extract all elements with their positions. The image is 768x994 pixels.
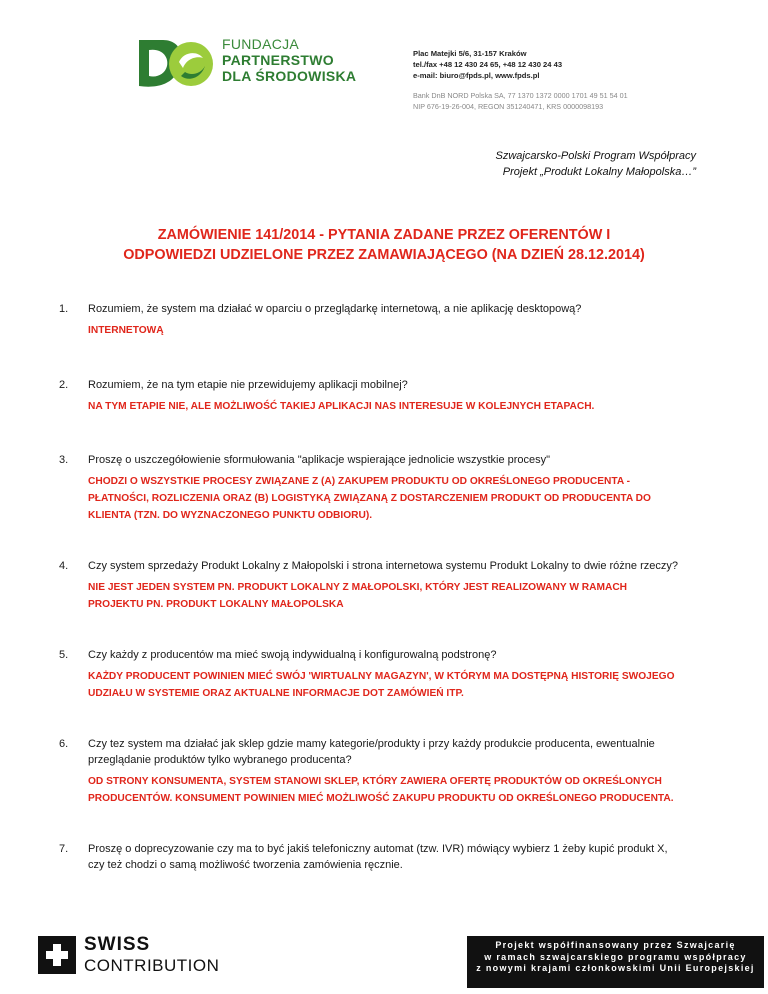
answer-text: INTERNETOWĄ <box>88 325 164 336</box>
address-line-1: Plac Matejki 5/6, 31-157 Kraków <box>413 49 527 58</box>
answer-text: NIE JEST JEDEN SYSTEM PN. PRODUKT LOKALNY Z MAŁOPOLSKI, KTÓRY JEST REALIZOWANY W RAMACH PROJEKTU PN. PRODUKT LOKALNY MAŁOPOLSKA <box>88 582 628 610</box>
question-list <box>59 301 678 873</box>
question-number: 4. <box>59 560 69 572</box>
footer <box>0 908 768 994</box>
question-text: Rozumiem, że system ma działać w oparciu o przeglądarkę internetową, a nie aplikację desktopową? <box>88 303 582 315</box>
question-number: 2. <box>59 379 69 391</box>
bank-details <box>413 90 628 112</box>
contact-address <box>413 48 562 81</box>
letterhead <box>0 0 768 130</box>
title-line-2: ODPOWIEDZI UDZIELONE PRZEZ ZAMAWIAJĄCEGO (NA DZIEŃ 28.12.2014) <box>123 247 645 263</box>
swiss-contribution-line-2: CONTRIBUTION <box>84 956 220 975</box>
cofinancing-banner <box>467 936 764 988</box>
question-item-6 <box>59 736 678 807</box>
question-item-5 <box>59 647 678 702</box>
answer-text: KAŻDY PRODUCENT POWINIEN MIEĆ SWÓJ 'WIRTUALNY MAGAZYN', W KTÓRYM MA DOSTĘPNĄ HISTORIĘ SWOJEGO UDZIAŁU W SYSTEMIE ORAZ AKTUALNE INFORMACJE DOT ZAMÓWIEŃ ITP. <box>88 671 675 699</box>
program-reference <box>496 148 697 180</box>
question-number: 6. <box>59 738 69 750</box>
question-item-1 <box>59 301 678 339</box>
question-text: Rozumiem, że na tym etapie nie przewidujemy aplikacji mobilnej? <box>88 379 408 391</box>
question-item-3 <box>59 452 678 524</box>
address-line-2: tel./fax +48 12 430 24 65, +48 12 430 24 43 <box>413 60 563 69</box>
swiss-contribution-line-1: SWISS <box>84 934 151 955</box>
question-item-7 <box>59 841 678 873</box>
question-number: 5. <box>59 649 69 661</box>
bank-line-1: Bank DnB NORD Polska SA, 77 1370 1372 0000 1701 49 51 54 01 <box>413 91 628 100</box>
cofin-line-3: z nowymi krajami członkowskimi Unii Europejskiej <box>476 963 755 973</box>
question-number: 1. <box>59 303 69 315</box>
question-number: 7. <box>59 843 69 855</box>
foundation-name <box>222 36 356 84</box>
logo-line-1: FUNDACJA <box>222 36 300 52</box>
answer-text: OD STRONY KONSUMENTA, SYSTEM STANOWI SKLEP, KTÓRY ZAWIERA OFERTĘ PRODUKTÓW OD OKREŚLONYCH PRODUCENTÓW. KONSUMENT POWINIEN MIEĆ MOŻLIWOŚĆ ZAKUPU PRODUKTU OD OKREŚLONEGO PRODUCENTA. <box>88 776 674 804</box>
cofin-line-1: Projekt współfinansowany przez Szwajcarię <box>495 940 736 950</box>
cofin-line-2: w ramach szwajcarskiego programu współpracy <box>484 951 747 962</box>
logo-line-3: DLA ŚRODOWISKA <box>222 68 357 84</box>
question-text: Proszę o doprecyzowanie czy ma to być jakiś telefoniczny automat (tzw. IVR) mówiący wybierz 1 żeby kupić produkt X, czy też chodzi o samą możliwość tworzenia zamówienia ręcznie. <box>88 843 668 871</box>
swiss-cross-icon <box>38 936 76 974</box>
address-line-3: e-mail: biuro@fpds.pl, www.fpds.pl <box>413 71 540 80</box>
bank-line-2: NIP 676-19-26-004, REGON 351240471, KRS 0000098193 <box>413 102 604 111</box>
logo-line-2: PARTNERSTWO <box>222 52 334 68</box>
title-line-1: ZAMÓWIENIE 141/2014 - PYTANIA ZADANE PRZEZ OFERENTÓW I <box>157 227 611 243</box>
program-line-2: Projekt „Produkt Lokalny Małopolska…” <box>502 166 696 178</box>
question-text: Proszę o uszczegółowienie sformułowania "aplikacje wspierające jednolicie wszystkie procesy" <box>88 454 551 466</box>
foundation-logo-icon <box>135 32 215 92</box>
answer-text: CHODZI O WSZYSTKIE PROCESY ZWIĄZANE Z (A) ZAKUPEM PRODUKTU OD OKREŚLONEGO PRODUCENTA - PŁATNOŚCI, ROZLICZENIA ORAZ (B) LOGISTYKĄ ZWIĄZANĄ Z DOSTARCZENIEM PRODUKT OD PRODUCENTA DO KLIENTA (TZN. DO WYZNACZONEGO PUNKTU ODBIORU). <box>88 476 651 521</box>
question-text: Czy każdy z producentów ma mieć swoją indywidualną i konfigurowalną podstronę? <box>88 649 497 661</box>
question-item-4 <box>59 558 678 613</box>
document-title <box>60 225 708 265</box>
program-line-1: Szwajcarsko-Polski Program Współpracy <box>495 150 696 162</box>
question-text: Czy tez system ma działać jak sklep gdzie mamy kategorie/produkty i przy każdy produkcie producenta, ewentualnie przeglądanie produktów tylko wybranego producenta? <box>88 738 655 766</box>
question-text: Czy system sprzedaży Produkt Lokalny z Małopolski i strona internetowa systemu Produkt Lokalny to dwie różne rzeczy? <box>88 560 678 572</box>
question-number: 3. <box>59 454 69 466</box>
question-item-2 <box>59 377 678 415</box>
answer-text: NA TYM ETAPIE NIE, ALE MOŻLIWOŚĆ TAKIEJ APLIKACJI NAS INTERESUJE W KOLEJNYCH ETAPACH. <box>88 401 595 412</box>
